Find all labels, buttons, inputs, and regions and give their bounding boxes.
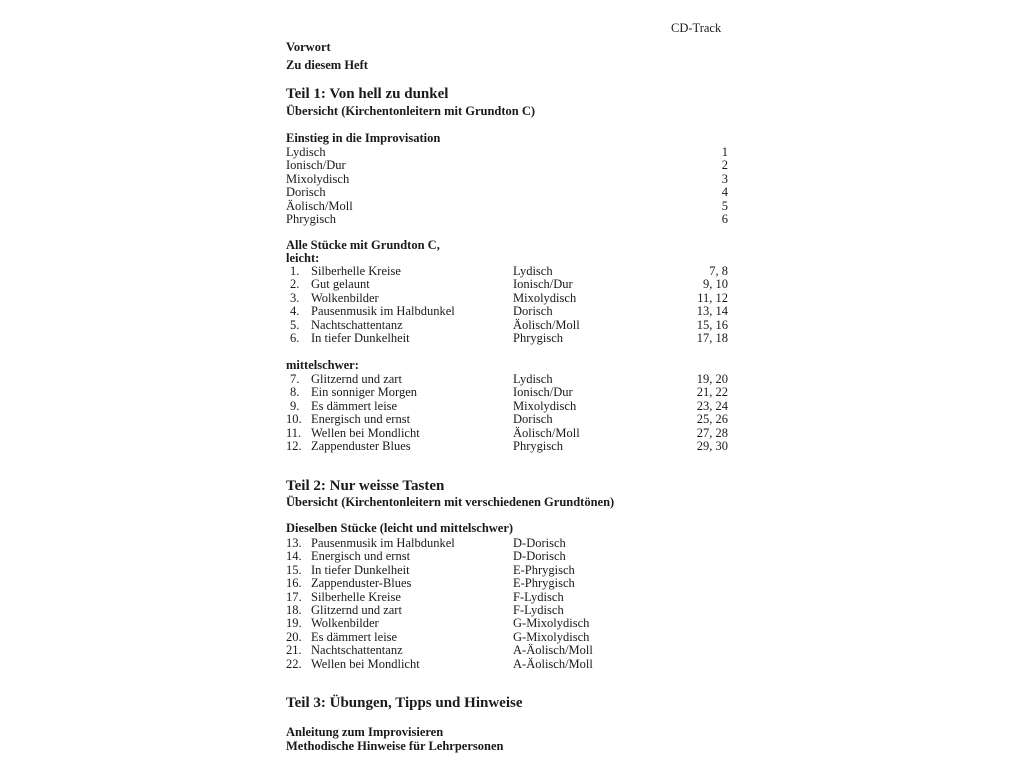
- list-item: [286, 537, 728, 550]
- cd-track-number: 7, 8: [709, 264, 728, 278]
- list-item: [286, 278, 728, 291]
- leicht-heading: leicht:: [286, 251, 320, 265]
- cd-track-number: 25, 26: [696, 412, 728, 427]
- list-item: [286, 564, 728, 577]
- list-item: [286, 400, 728, 413]
- cd-track-number: 15, 16: [696, 317, 728, 332]
- piece-number: 14.: [286, 549, 302, 564]
- piece-number: 19.: [286, 616, 302, 631]
- list-item: [286, 604, 728, 617]
- piece-mode: D-Dorisch: [513, 536, 566, 550]
- list-item: [286, 146, 728, 159]
- piece-number: 11.: [286, 425, 302, 440]
- piece-title: Wolkenbilder: [311, 616, 379, 631]
- vorwort-entry: Vorwort: [286, 40, 331, 54]
- piece-number: 6.: [290, 331, 300, 345]
- mittelschwer-heading: mittelschwer:: [286, 358, 359, 372]
- list-item: [286, 631, 728, 644]
- piece-mode: E-Phrygisch: [513, 562, 575, 577]
- cd-track-number: 21, 22: [696, 385, 728, 400]
- piece-title: Pausenmusik im Halbdunkel: [311, 304, 455, 319]
- piece-title: Zappenduster-Blues: [311, 576, 412, 591]
- piece-number: 16.: [286, 576, 302, 591]
- piece-mode: Mixolydisch: [513, 398, 577, 413]
- piece-title: In tiefer Dunkelheit: [311, 331, 410, 345]
- piece-mode: Phrygisch: [513, 439, 563, 453]
- piece-mode: Ionisch/Dur: [513, 385, 573, 400]
- cd-track-number: 3: [721, 171, 728, 186]
- piece-mode: Dorisch: [513, 412, 553, 427]
- scale-name: Phrygisch: [286, 212, 336, 226]
- cd-track-number: 27, 28: [696, 425, 728, 440]
- piece-title: Zappenduster Blues: [311, 439, 411, 453]
- piece-number: 8.: [290, 385, 300, 400]
- cd-track-number: 2: [721, 158, 728, 173]
- piece-title: Es dämmert leise: [311, 629, 398, 644]
- piece-number: 4.: [290, 304, 300, 319]
- piece-mode: Dorisch: [513, 304, 553, 319]
- cd-track-number: 6: [721, 212, 728, 226]
- piece-number: 13.: [286, 536, 302, 550]
- piece-title: Wolkenbilder: [311, 290, 379, 305]
- piece-mode: Lydisch: [513, 264, 553, 278]
- cd-track-number: 29, 30: [696, 439, 728, 453]
- list-item: [286, 265, 728, 278]
- piece-title: Nachtschattentanz: [311, 317, 403, 332]
- list-item: [286, 213, 728, 226]
- piece-mode: G-Mixolydisch: [513, 616, 590, 631]
- piece-number: 5.: [290, 317, 300, 332]
- scale-name: Dorisch: [286, 185, 326, 200]
- list-item: [286, 373, 728, 386]
- piece-title: Ein sonniger Morgen: [311, 385, 418, 400]
- piece-title: Pausenmusik im Halbdunkel: [311, 536, 455, 550]
- piece-number: 21.: [286, 643, 302, 658]
- piece-mode: F-Lydisch: [513, 603, 564, 617]
- teil3-heading: Teil 3: Übungen, Tipps und Hinweise: [286, 695, 523, 711]
- list-item: [286, 644, 728, 657]
- methodische-hinweise-entry: Methodische Hinweise für Lehrpersonen: [286, 739, 504, 753]
- list-item: [286, 200, 728, 213]
- list-item: [286, 658, 728, 671]
- piece-number: 10.: [286, 412, 302, 427]
- piece-mode: Lydisch: [513, 372, 553, 386]
- piece-title: In tiefer Dunkelheit: [311, 562, 410, 577]
- list-item: [286, 413, 728, 426]
- piece-title: Wellen bei Mondlicht: [311, 425, 420, 440]
- cd-track-number: 4: [721, 185, 728, 200]
- piece-mode: G-Mixolydisch: [513, 629, 590, 644]
- list-item: [286, 550, 728, 563]
- piece-number: 15.: [286, 562, 302, 577]
- list-item: [286, 159, 728, 172]
- scale-name: Mixolydisch: [286, 171, 350, 186]
- scale-name: Ionisch/Dur: [286, 158, 346, 173]
- piece-mode: A-Äolisch/Moll: [513, 643, 593, 658]
- dieselben-heading: Dieselben Stücke (leicht und mittelschwer): [286, 521, 514, 535]
- cd-track-number: 23, 24: [696, 398, 728, 413]
- piece-title: Es dämmert leise: [311, 398, 398, 413]
- piece-number: 17.: [286, 589, 302, 604]
- piece-title: Energisch und ernst: [311, 549, 411, 564]
- teil1-subtitle: Übersicht (Kirchentonleitern mit Grundton C): [286, 104, 536, 118]
- list-item: [286, 591, 728, 604]
- piece-title: Glitzernd und zart: [311, 372, 402, 386]
- list-item: [286, 173, 728, 186]
- cd-track-number: 9, 10: [703, 277, 728, 292]
- list-item: [286, 617, 728, 630]
- piece-mode: D-Dorisch: [513, 549, 566, 564]
- cd-track-number: 1: [721, 145, 728, 159]
- teil1-heading: Teil 1: Von hell zu dunkel: [286, 86, 449, 102]
- piece-title: Silberhelle Kreise: [311, 589, 401, 604]
- cd-track-number: 5: [721, 198, 728, 213]
- list-item: [286, 427, 728, 440]
- anleitung-entry: Anleitung zum Improvisieren: [286, 725, 444, 739]
- piece-number: 1.: [290, 264, 300, 278]
- piece-number: 9.: [290, 398, 300, 413]
- scale-name: Äolisch/Moll: [286, 198, 353, 213]
- piece-mode: Äolisch/Moll: [513, 317, 580, 332]
- list-item: [286, 332, 728, 345]
- list-item: [286, 319, 728, 332]
- cd-track-number: 17, 18: [696, 331, 728, 345]
- list-item: [286, 305, 728, 318]
- piece-mode: E-Phrygisch: [513, 576, 575, 591]
- einstieg-heading: Einstieg in die Improvisation: [286, 131, 441, 145]
- piece-title: Silberhelle Kreise: [311, 264, 401, 278]
- piece-number: 22.: [286, 656, 302, 671]
- piece-number: 20.: [286, 629, 302, 644]
- piece-mode: Ionisch/Dur: [513, 277, 573, 292]
- piece-number: 3.: [290, 290, 300, 305]
- cd-track-number: 19, 20: [696, 372, 728, 386]
- piece-mode: Phrygisch: [513, 331, 563, 345]
- list-item: [286, 386, 728, 399]
- alle-heading-line1: Alle Stücke mit Grundton C,: [286, 238, 440, 252]
- cd-track-number: 13, 14: [696, 304, 728, 319]
- piece-mode: A-Äolisch/Moll: [513, 656, 593, 671]
- piece-mode: Äolisch/Moll: [513, 425, 580, 440]
- teil2-heading: Teil 2: Nur weisse Tasten: [286, 478, 445, 494]
- piece-mode: Mixolydisch: [513, 290, 577, 305]
- piece-number: 7.: [290, 372, 300, 386]
- zu-diesem-heft-entry: Zu diesem Heft: [286, 58, 368, 72]
- cd-track-number: 11, 12: [697, 290, 728, 305]
- piece-number: 12.: [286, 439, 302, 453]
- piece-number: 2.: [290, 277, 300, 292]
- piece-mode: F-Lydisch: [513, 589, 564, 604]
- piece-title: Glitzernd und zart: [311, 603, 402, 617]
- list-item: [286, 577, 728, 590]
- scale-name: Lydisch: [286, 145, 326, 159]
- cd-track-column-header: CD-Track: [671, 21, 722, 35]
- piece-title: Energisch und ernst: [311, 412, 411, 427]
- piece-number: 18.: [286, 603, 302, 617]
- teil2-subtitle: Übersicht (Kirchentonleitern mit verschiedenen Grundtönen): [286, 495, 615, 509]
- piece-title: Wellen bei Mondlicht: [311, 656, 420, 671]
- piece-title: Gut gelaunt: [311, 277, 370, 292]
- list-item: [286, 440, 728, 453]
- list-item: [286, 186, 728, 199]
- list-item: [286, 292, 728, 305]
- piece-title: Nachtschattentanz: [311, 643, 403, 658]
